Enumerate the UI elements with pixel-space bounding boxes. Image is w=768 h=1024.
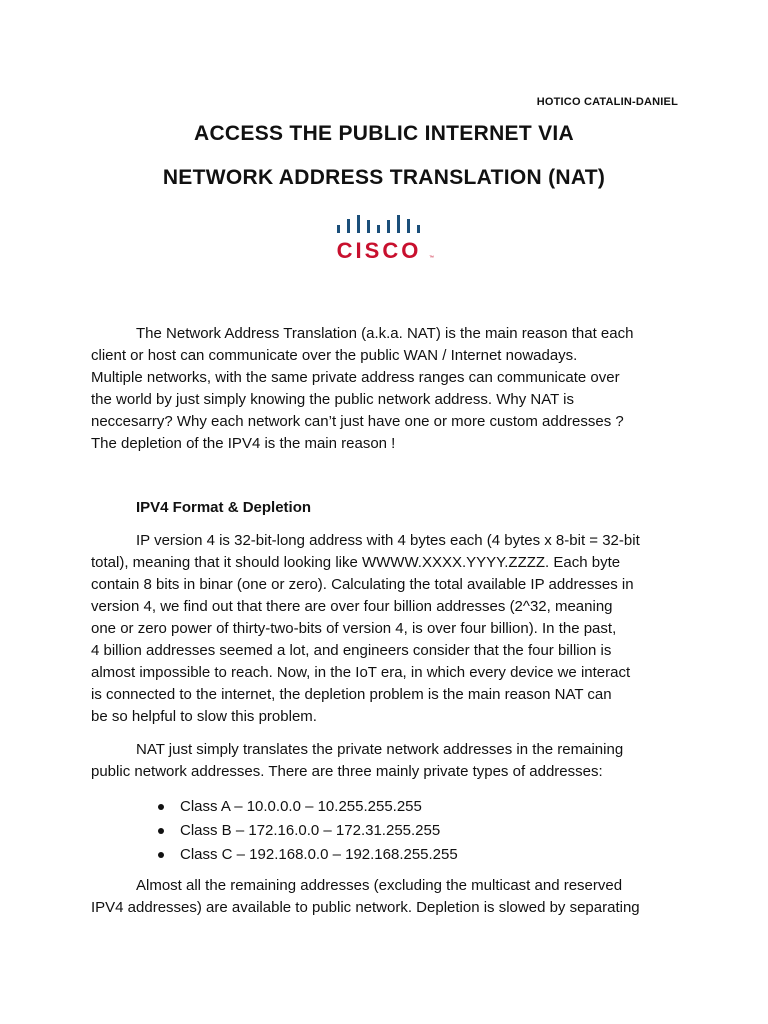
- list-item: [136, 843, 458, 867]
- nat-paragraph: [91, 739, 691, 783]
- intro-line: client or host can communicate over the public WAN / Internet nowadays.: [91, 347, 578, 364]
- bullet-icon: [158, 852, 164, 858]
- bullet-icon: [158, 804, 164, 810]
- intro-paragraph: [91, 323, 691, 455]
- final-line: IPV4 addresses) are available to public network. Depletion is slowed by separating: [91, 899, 640, 916]
- list-item-text: Class A – 10.0.0.0 – 10.255.255.255: [180, 798, 422, 815]
- trademark-symbol: ™: [429, 255, 434, 261]
- nat-line: NAT just simply translates the private network addresses in the remaining: [136, 741, 624, 758]
- ipv4-line: total), meaning that it should looking like WWWW.XXXX.YYYY.ZZZZ. Each byte: [91, 554, 621, 571]
- nat-line: public network addresses. There are three mainly private types of addresses:: [91, 763, 603, 780]
- ipv4-line: 4 billion addresses seemed a lot, and engineers consider that the four billion is: [91, 642, 612, 659]
- list-item-text: Class C – 192.168.0.0 – 192.168.255.255: [180, 846, 458, 863]
- intro-line: the world by just simply knowing the public network address. Why NAT is: [91, 391, 574, 408]
- cisco-logo-icon: [330, 212, 438, 264]
- ipv4-line: version 4, we find out that there are over four billion addresses (2^32, meaning: [91, 598, 613, 615]
- ipv4-line: IP version 4 is 32-bit-long address with 4 bytes each (4 bytes x 8-bit = 32-bit: [136, 532, 640, 549]
- ipv4-paragraph: [91, 530, 691, 728]
- intro-line: The Network Address Translation (a.k.a. NAT) is the main reason that each: [136, 325, 634, 342]
- intro-line: Multiple networks, with the same private address ranges can communicate over: [91, 369, 620, 386]
- author-name: HOTICO CATALIN-DANIEL: [536, 96, 678, 108]
- cisco-wordmark: CISCO: [336, 238, 422, 263]
- list-item: [136, 819, 458, 843]
- address-class-list: [136, 795, 458, 867]
- list-item: [136, 795, 458, 819]
- final-paragraph: [91, 875, 691, 919]
- intro-line: The depletion of the IPV4 is the main reason !: [91, 435, 396, 452]
- document-title-line2: NETWORK ADDRESS TRANSLATION (NAT): [162, 166, 606, 189]
- ipv4-line: be so helpful to slow this problem.: [91, 708, 317, 725]
- ipv4-line: one or zero power of thirty-two-bits of version 4, is over four billion). In the past,: [91, 620, 617, 637]
- section-heading: IPV4 Format & Depletion: [136, 499, 312, 516]
- bullet-icon: [158, 828, 164, 834]
- ipv4-line: contain 8 bits in binar (one or zero). Calculating the total available IP addresses in: [91, 576, 634, 593]
- final-line: Almost all the remaining addresses (excluding the multicast and reserved: [136, 877, 623, 894]
- list-item-text: Class B – 172.16.0.0 – 172.31.255.255: [180, 822, 441, 839]
- ipv4-line: is connected to the internet, the depletion problem is the main reason NAT can: [91, 686, 612, 703]
- intro-line: neccesarry? Why each network can’t just have one or more custom addresses ?: [91, 413, 624, 430]
- ipv4-line: almost impossible to reach. Now, in the IoT era, in which every device we interact: [91, 664, 631, 681]
- document-title-line1: ACCESS THE PUBLIC INTERNET VIA: [193, 122, 575, 145]
